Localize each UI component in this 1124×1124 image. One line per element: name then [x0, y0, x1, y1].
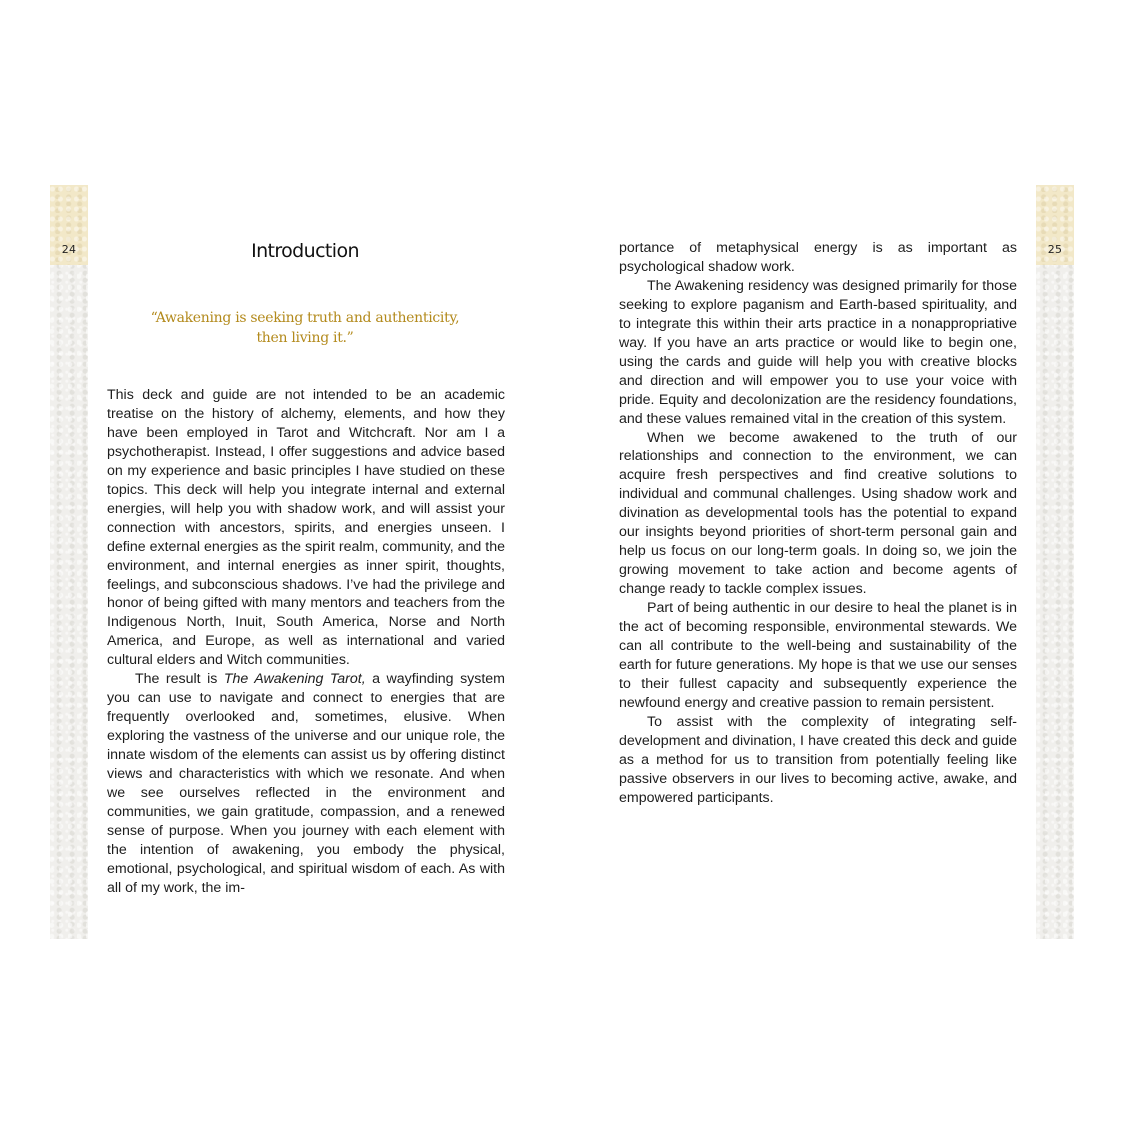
right-page-body [619, 239, 1017, 808]
book-spread [50, 185, 1074, 939]
right-paragraph-1: portance of metaphysical energy is as important as psychological shadow work. [619, 240, 1017, 275]
right-paragraph-5: To assist with the complexity of integrating self-development and divination, I have created this deck and guide as a method for us to transition from potentially feeling like passive observers in our lives to becoming active, awake, and empowered participants. [619, 713, 1017, 806]
paragraph-2-lead: The result is [135, 671, 224, 688]
left-page-edge-strip [50, 185, 88, 939]
right-page-edge-strip [1036, 185, 1074, 939]
epigraph-line-2: then living it.” [256, 329, 354, 346]
left-paragraph-2 [107, 670, 505, 897]
epigraph-quote [106, 309, 504, 348]
right-paragraph-3: When we become awakened to the truth of our relationships and connection to the environment, we can acquire fresh perspectives and find creative solutions to individual and communal challenges. Using shadow work and divination as developmental tools has the potential to expand our insights beyond priorities of short-term personal gain and help us focus on our long-term goals. In doing so, we join the growing movement to take action and become agents of change ready to tackle complex issues. [619, 429, 1017, 598]
page-title: Introduction [251, 240, 359, 262]
right-page-number: 25 [1047, 243, 1063, 256]
paragraph-2-rest: a wayfinding system you can use to navigate and connect to energies that are frequently overlooked and, sometimes, elusive. When exploring the vastness of the universe and our unique role, the innate wisdom of the elements can assist us by offering distinct views and characteristics with which we resonate. And when we see ourselves reflected in the environment and communities, we gain gratitude, compassion, and a renewed sense of purpose. When you journey with each element with the intention of awakening, you embody the physical, emotional, psychological, and spiritual wisdom of each. As with all of my work, the im- [107, 671, 505, 896]
left-paragraph-1: This deck and guide are not intended to be an academic treatise on the history of alchemy, elements, and how they have been employed in Tarot and Witchcraft. Nor am I a psychotherapist. Instead, I offer suggestions and advice based on my experience and basic principles I have studied on these topics. This deck will help you integrate internal and external energies, will help you with shadow work, and will assist your connection with ancestors, spirits, and energies unseen. I define external energies as the spirit realm, community, and the environment, and internal energies as inner spirit, thoughts, feelings, and subconscious shadows. I’ve had the privilege and honor of being gifted with many mentors and teachers from the Indigenous North, Inuit, South America, Norse and North America, and Europe, as well as international and varied cultural elders and Witch communities. [107, 387, 505, 669]
right-paragraph-4: Part of being authentic in our desire to heal the planet is in the act of becoming responsible, environmental stewards. We can all contribute to the well-being and sustainability of the earth for future generations. My hope is that we use our senses to their fullest capacity and subsequently experience the newfound energy and creative passion to remain persistent. [619, 600, 1017, 711]
left-page-body [107, 386, 505, 898]
right-paragraph-2: The Awakening residency was designed primarily for those seeking to explore paganism and Earth-based spirituality, and to integrate this within their arts practice in a nonappropriative way. If you have an arts practice or would like to begin one, using the cards and guide will help you with creative blocks and direction and will empower you to use your voice with pride. Equity and decolonization are the residency foundations, and these values remained vital in the creation of this system. [619, 277, 1017, 427]
epigraph-line-1: “Awakening is seeking truth and authenticity, [150, 310, 460, 326]
book-title-italic: The Awakening Tarot, [223, 671, 366, 688]
left-page-number: 24 [61, 243, 77, 256]
